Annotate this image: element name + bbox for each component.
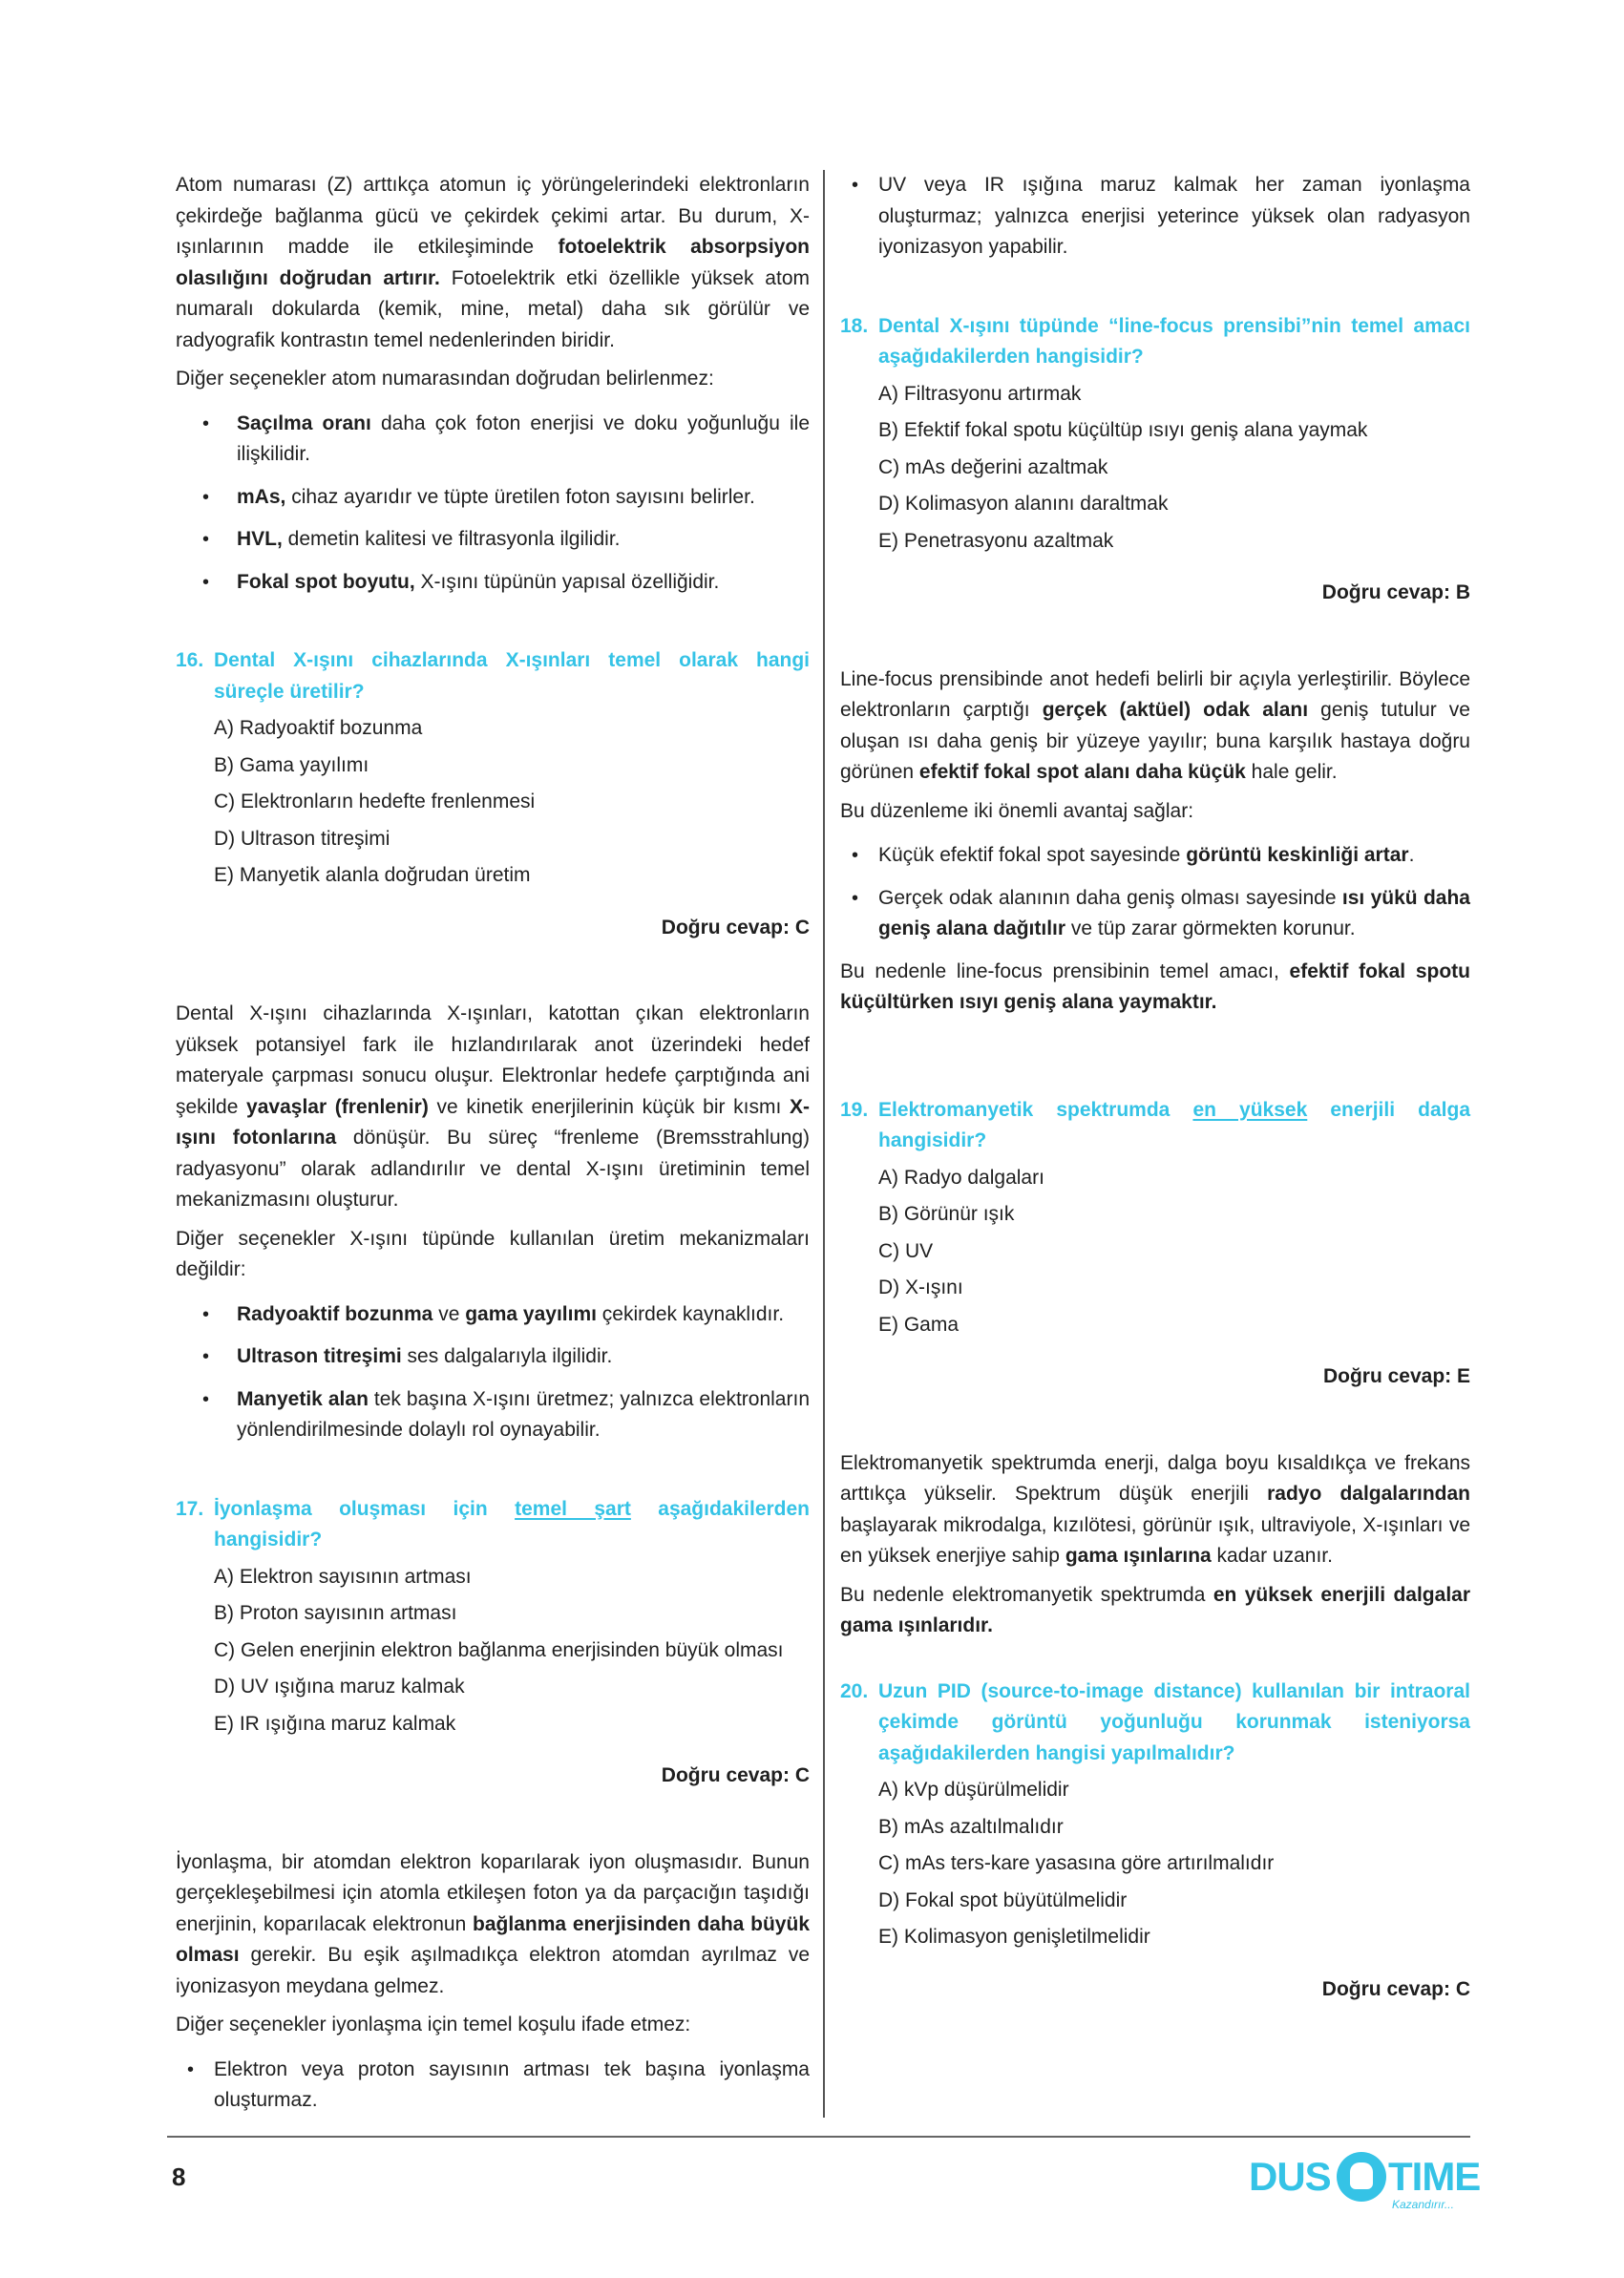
question-19: 19. Elektromanyetik spektrumda en yüksek enerjili dalga hangisidir? [840,1098,1470,1151]
explanation-18: Line-focus prensibinde anot hedefi belirli bir açıyla yerleştirilir. Böylece elektronların çarptığı gerçek (aktüel) odak alanı geniş tutulur ve oluşan ısı daha geniş bir yüzeye yayılır; buna karşılık hastaya doğru görünen efektif fokal spot alanı daha küçük hale gelir. [840,667,1470,783]
list-item: • Küçük efektif fokal spot sayesinde görüntü keskinliği artar. [840,840,1470,872]
option: A) Elektron sayısının artması [214,1565,472,1588]
footer-divider [167,2136,1470,2138]
option: A) Radyoaktif bozunma [214,717,423,739]
left-column [176,170,810,2128]
option: C) Elektronların hedefte frenlenmesi [214,791,536,812]
option: E) Penetrasyonu azaltmak [878,529,1114,552]
option: D) X-ışını [878,1276,963,1298]
explanation-18-list [840,840,1470,945]
option: E) IR ışığına maruz kalmak [214,1712,456,1735]
option: A) Radyo dalgaları [878,1166,1044,1189]
explanation-16-list [176,1299,810,1446]
question-16: 16. Dental X-ışını cihazlarında X-ışınları temel olarak hangi süreçle üretilir? [176,649,810,703]
option: C) mAs değerini azaltmak [878,455,1108,478]
explanation-17: İyonlaşma, bir atomdan elektron koparılarak iyon oluşmasıdır. Bunun gerçekleşebilmesi için atomla etkileşen foton ya da parçacığın taşıdığı enerjinin, koparılacak elektronun bağlanma enerjisinden daha büyük olması gerekir. Bu eşik aşılmadıkça elektron atomdan ayrılmaz ve iyonizasyon meydana gelmez. [176,1850,810,1997]
option: B) Görünür ışık [878,1203,1015,1225]
option: A) Filtrasyonu artırmak [878,382,1082,405]
option: E) Kolimasyon genişletilmelidir [878,1926,1150,1948]
option: D) Kolimasyon alanını daraltmak [878,493,1169,515]
logo-tagline: Kazandırır... [1392,2198,1454,2211]
list-item: • UV veya IR ışığına maruz kalmak her zaman iyonlaşma oluşturmaz; yalnızca enerjisi yeterince yüksek olan radyasyon iyonizasyon yapabilir. [840,170,1470,264]
list-item: • Gerçek odak alanının daha geniş olması sayesinde ısı yükü daha geniş alana dağıtılır ve tüp zarar görmekten korunur. [840,883,1470,945]
option: C) mAs ters-kare yasasına göre artırılmalıdır [878,1852,1275,1874]
option: B) mAs azaltılmalıdır [878,1815,1064,1838]
answer-18: Doğru cevap: B [1321,581,1470,603]
option: B) Proton sayısının artması [214,1602,457,1624]
option: D) UV ışığına maruz kalmak [214,1676,465,1698]
option: A) kVp düşürülmelidir [878,1779,1069,1801]
answer-19: Doğru cevap: E [1322,1365,1470,1387]
explanation-18-note: Bu düzenleme iki önemli avantaj sağlar: [840,799,1194,822]
explanation-19: Elektromanyetik spektrumda enerji, dalga boyu kısaldıkça ve frekans arttıkça yükselir. Spektrum düşük enerjili radyo dalgalarından başlayarak mikrodalga, kızılötesi, görünür ışık, ultraviyole, X-ışınları ve en yüksek enerjiye sahip gama ışınlarına kadar uzanır. [840,1451,1470,1567]
explanation-16-note: Diğer seçenekler X-ışını tüpünde kullanılan üretim mekanizmaları değildir: [176,1227,810,1280]
question-18: 18. Dental X-ışını tüpünde “line-focus prensibi”nin temel amacı aşağıdakilerden hangisidir? [840,314,1470,368]
tooth-icon [1337,2152,1386,2202]
list-item: • Fokal spot boyutu, X-ışını tüpünün yapısal özelliğidir. [176,567,810,599]
right-column [840,170,1470,2005]
answer-16: Doğru cevap: C [661,916,810,939]
question-17: 17. İyonlaşma oluşması için temel şart aşağıdakilerden hangisidir? [176,1497,811,1550]
option: C) UV [878,1239,934,1262]
answer-17: Doğru cevap: C [661,1764,810,1786]
intro-note: Diğer seçenekler atom numarasından doğrudan belirlenmez: [176,368,714,390]
explanation-18-conclusion: Bu nedenle line-focus prensibinin temel amacı, efektif fokal spotu küçültürken ısıyı geniş alana yaymaktır. [840,960,1470,1013]
explanation-19-conclusion: Bu nedenle elektromanyetik spektrumda en yüksek enerjili dalgalar gama ışınlarıdır. [840,1583,1471,1636]
list-item: • Manyetik alan tek başına X-ışını üretmez; yalnızca elektronların yönlendirilmesinde dolaylı rol oynayabilir. [176,1384,810,1446]
list-item: • Ultrason titreşimi ses dalgalarıyla ilgilidir. [176,1341,810,1373]
option: E) Gama [878,1313,960,1336]
answer-20: Doğru cevap: C [1321,1977,1470,2000]
list-item: • Radyoaktif bozunma ve gama yayılımı çekirdek kaynaklıdır. [176,1299,810,1331]
list-item: • Elektron veya proton sayısının artması tek başına iyonlaşma oluşturmaz. [176,2055,810,2117]
question-20: 20. Uzun PID (source-to-image distance) kullanılan bir intraoral çekimde görüntü yoğunluğu korunmak isteniyorsa aşağıdakilerden hangisi yapılmalıdır? [840,1679,1470,1764]
page-number: 8 [172,2162,186,2191]
explanation-17-list [176,2055,810,2117]
option: E) Manyetik alanla doğrudan üretim [214,864,531,886]
continued-list [840,170,1470,264]
list-item: • HVL, demetin kalitesi ve filtrasyonla ilgilidir. [176,524,810,556]
column-divider [823,170,825,2118]
list-item: • Saçılma oranı daha çok foton enerjisi ve doku yoğunluğu ile ilişkilidir. [176,409,810,471]
logo-text-left: DUS [1249,2154,1331,2199]
option: D) Ultrason titreşimi [214,827,390,850]
explanation-17-note: Diğer seçenekler iyonlaşma için temel koşulu ifade etmez: [176,2014,691,2035]
brand-logo [1249,2148,1481,2219]
list-item: • mAs, cihaz ayarıdır ve tüpte üretilen foton sayısını belirler. [176,482,810,514]
option: B) Gama yayılımı [214,753,369,776]
option: D) Fokal spot büyütülmelidir [878,1888,1128,1911]
logo-text-right: TIME [1388,2154,1481,2199]
intro-bullet-list [176,409,810,599]
option: B) Efektif fokal spotu küçültüp ısıyı geniş alana yaymak [878,419,1368,441]
explanation-16: Dental X-ışını cihazlarında X-ışınları, katottan çıkan elektronların yüksek potansiyel fark ile hızlandırılarak anot üzerindeki hedef materyale çarpması sonucu oluşur. Elektronlar hedefe çarptığında ani şekilde yavaşlar (frenlenir) ve kinetik enerjilerinin küçük bir kısmı X-ışını fotonlarına dönüşür. Bu süreç “frenleme (Bremsstrahlung) radyasyonu” olarak adlandırılır ve dental X-ışını üretiminin temel mekanizmasını oluşturur. [176,1002,810,1211]
option: C) Gelen enerjinin elektron bağlanma enerjisinden büyük olması [214,1638,784,1661]
intro-paragraph: Atom numarası (Z) arttıkça atomun iç yörüngelerindeki elektronların çekirdeğe bağlanma gücü ve çekirdek çekimi artar. Bu durum, X-ışınlarının madde ile etkileşiminde fotoelektrik absorpsiyon olasılığını doğrudan artırır. Fotoelektrik etki özellikle yüksek atom numaralı dokularda (kemik, mine, metal) daha sık görülür ve radyografik kontrastın temel nedenlerinden biridir. [176,174,810,351]
